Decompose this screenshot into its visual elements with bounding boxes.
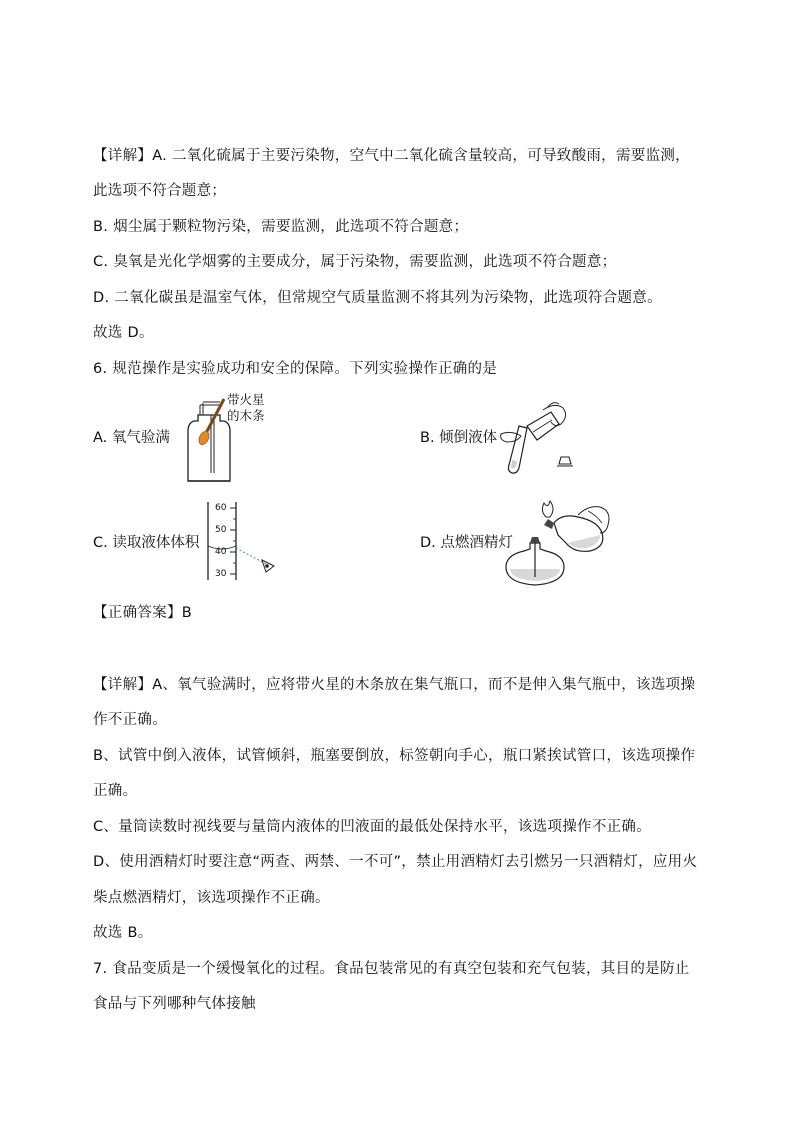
explanation-6-conclusion: 故选 B。 xyxy=(93,925,153,941)
explanation-6-line-5: C、量筒读数时视线要与量筒内液体的凹液面的最低处保持水平，该选项操作不正确。 xyxy=(93,819,652,835)
prev-explanation-line-4: C. 臭氧是光化学烟雾的主要成分，属于污染物，需要监测，此选项不符合题意； xyxy=(93,254,617,270)
cylinder-tick-30: 30 xyxy=(215,569,227,579)
explanation-6-line-7: 柴点燃酒精灯，该选项操作不正确。 xyxy=(93,890,330,906)
question-6-stem: 6. 规范操作是实验成功和安全的保障。下列实验操作正确的是 xyxy=(93,361,498,377)
question-7-stem-line-2: 食品与下列哪种气体接触 xyxy=(93,996,256,1012)
explanation-6-line-2: 作不正确。 xyxy=(93,712,167,728)
prev-explanation-line-5: D. 二氧化碳虽是温室气体，但常规空气质量监测不将其列为污染物，此选项符合题意。 xyxy=(93,290,662,306)
question-7-stem-line-1: 7. 食品变质是一个缓慢氧化的过程。食品包装常见的有真空包装和充气包装，其目的是防止 xyxy=(93,961,690,977)
answer-6: 【正确答案】B xyxy=(93,605,193,621)
prev-explanation-line-1: 【详解】A. 二氧化硫属于主要污染物，空气中二氧化硫含量较高，可导致酸雨，需要监测， xyxy=(93,148,690,164)
splint-label-line-2: 的木条 xyxy=(227,408,265,423)
figure-cylinder-reading xyxy=(196,500,280,582)
option-c-label: C. 读取液体体积 xyxy=(93,535,200,551)
prev-explanation-line-2: 此选项不符合题意； xyxy=(93,183,227,199)
option-d-label: D. 点燃酒精灯 xyxy=(420,535,513,551)
figure-pouring-liquid xyxy=(497,402,587,478)
option-a-label: A. 氧气验满 xyxy=(93,430,170,446)
explanation-6-line-4: 正确。 xyxy=(93,783,138,799)
cylinder-tick-60: 60 xyxy=(215,503,227,513)
splint-label-line-1: 带火星 xyxy=(227,392,265,407)
explanation-6-line-3: B、试管中倒入液体，试管倾斜，瓶塞要倒放，标签朝向手心，瓶口紧挨试管口，该选项操作 xyxy=(93,748,696,764)
cylinder-tick-40: 40 xyxy=(215,547,227,557)
cylinder-tick-50: 50 xyxy=(215,525,227,535)
figure-alcohol-lamp xyxy=(496,497,616,589)
explanation-6-line-1: 【详解】A、氧气验满时，应将带火星的木条放在集气瓶口，而不是伸入集气瓶中，该选项操 xyxy=(93,677,696,693)
explanation-6-line-6: D、使用酒精灯时要注意“两查、两禁、一不可”，禁止用酒精灯去引燃另一只酒精灯，应用火 xyxy=(93,854,698,870)
option-b-label: B. 倾倒液体 xyxy=(420,430,498,446)
prev-conclusion: 故选 D。 xyxy=(93,325,154,341)
prev-explanation-line-3: B. 烟尘属于颗粒物污染，需要监测，此选项不符合题意； xyxy=(93,219,469,235)
